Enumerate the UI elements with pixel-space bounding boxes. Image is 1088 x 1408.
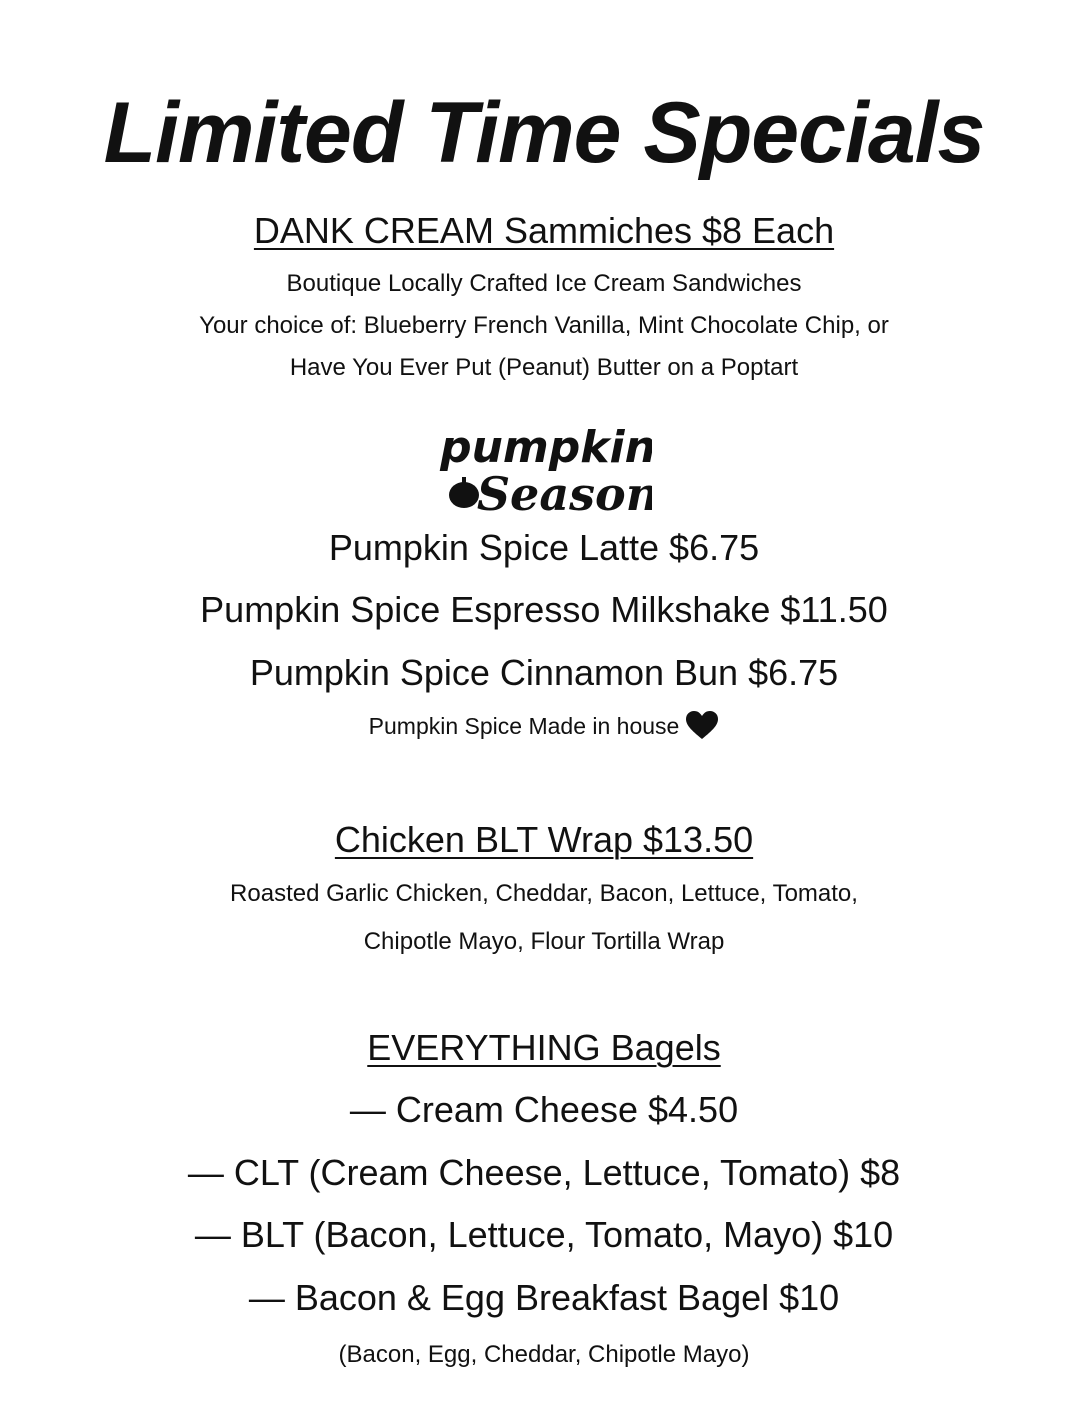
bagels-heading: EVERYTHING Bagels — [367, 1027, 721, 1068]
pumpkin-item: Pumpkin Spice Latte $6.75 — [328, 527, 760, 568]
pumpkin-logo-line1: pumpkin — [440, 422, 652, 473]
pumpkin-season-logo — [438, 418, 652, 526]
dank-cream-line: Boutique Locally Crafted Ice Cream Sandwiches — [286, 270, 802, 297]
bagel-note: (Bacon, Egg, Cheddar, Chipotle Mayo) — [338, 1341, 750, 1368]
pumpkin-item: Pumpkin Spice Cinnamon Bun $6.75 — [249, 652, 839, 693]
pumpkin-icon — [449, 477, 479, 508]
dank-cream-line: Have You Ever Put (Peanut) Butter on a Poptart — [289, 354, 799, 381]
wrap-line: Roasted Garlic Chicken, Cheddar, Bacon, Lettuce, Tomato, — [230, 880, 858, 907]
pumpkin-note: Pumpkin Spice Made in house — [0, 709, 1088, 749]
wrap-heading: Chicken BLT Wrap $13.50 — [334, 819, 754, 860]
bagel-item: — Bacon & Egg Breakfast Bagel $10 — [248, 1277, 840, 1318]
dank-cream-heading: DANK CREAM Sammiches $8 Each — [253, 210, 835, 251]
pumpkin-item: Pumpkin Spice Espresso Milkshake $11.50 — [200, 589, 888, 630]
wrap-line: Chipotle Mayo, Flour Tortilla Wrap — [363, 928, 725, 955]
heart-icon — [685, 710, 719, 749]
bagel-item: — CLT (Cream Cheese, Lettuce, Tomato) $8 — [187, 1152, 901, 1193]
pumpkin-logo-line2: Season — [476, 467, 652, 521]
bagel-item: — BLT (Bacon, Lettuce, Tomato, Mayo) $10 — [194, 1214, 894, 1255]
dank-cream-line: Your choice of: Blueberry French Vanilla, Mint Chocolate Chip, or — [199, 312, 889, 339]
page-title: Limited Time Specials — [103, 85, 985, 181]
bagel-item: — Cream Cheese $4.50 — [349, 1089, 739, 1130]
